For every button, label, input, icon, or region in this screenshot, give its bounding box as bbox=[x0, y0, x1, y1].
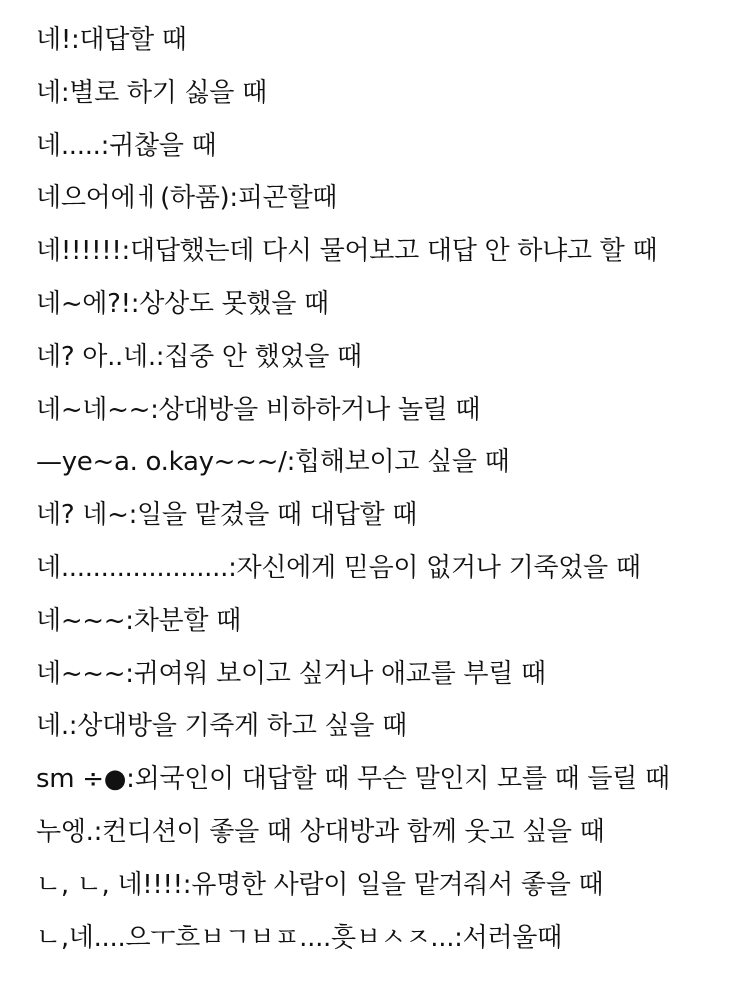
text-line: 네.....:귀찮을 때 bbox=[36, 130, 217, 161]
text-line: 네으어에ㅔ(하품):피곤할때 bbox=[36, 183, 338, 214]
text-line: 네.:상대방을 기죽게 하고 싶을 때 bbox=[36, 711, 407, 742]
text-line: 네.....................:자신에게 믿음이 없거나 기죽었을 때 bbox=[36, 552, 641, 583]
text-line: 네~에?!:상상도 못했을 때 bbox=[36, 288, 329, 319]
text-line: 네:별로 하기 싫을 때 bbox=[36, 77, 267, 108]
text-line: 네? 네~:일을 맡겼을 때 대답할 때 bbox=[36, 500, 418, 531]
text-list bbox=[36, 14, 736, 964]
text-line: —ye~a. o.kay~~~/:힙해보이고 싶을 때 bbox=[36, 447, 510, 478]
text-line: 네~~~:귀여워 보이고 싶거나 애교를 부릴 때 bbox=[36, 658, 546, 689]
text-line: ㄴ,네....으ㅜ흐ㅂㄱㅂㅍ....흣ㅂㅅㅈ...:서러울때 bbox=[36, 922, 562, 953]
text-line: 네!:대답할 때 bbox=[36, 25, 187, 55]
text-line: sm ÷●:외국인이 대답할 때 무슨 말인지 모를 때 들릴 때 bbox=[36, 764, 670, 795]
text-line: 네? 아..네.:집중 안 했었을 때 bbox=[36, 341, 362, 372]
text-line: 네!!!!!!:대답했는데 다시 물어보고 대답 안 하냐고 할 때 bbox=[36, 236, 658, 267]
text-line: ㄴ, ㄴ, 네!!!!:유명한 사람이 일을 맡겨줘서 좋을 때 bbox=[36, 869, 604, 900]
text-line: 네~네~~:상대방을 비하하거나 놀릴 때 bbox=[36, 394, 481, 425]
text-line: 네~~~:차분할 때 bbox=[36, 605, 241, 636]
text-line: 누엥.:컨디션이 좋을 때 상대방과 함께 웃고 싶을 때 bbox=[36, 816, 605, 847]
